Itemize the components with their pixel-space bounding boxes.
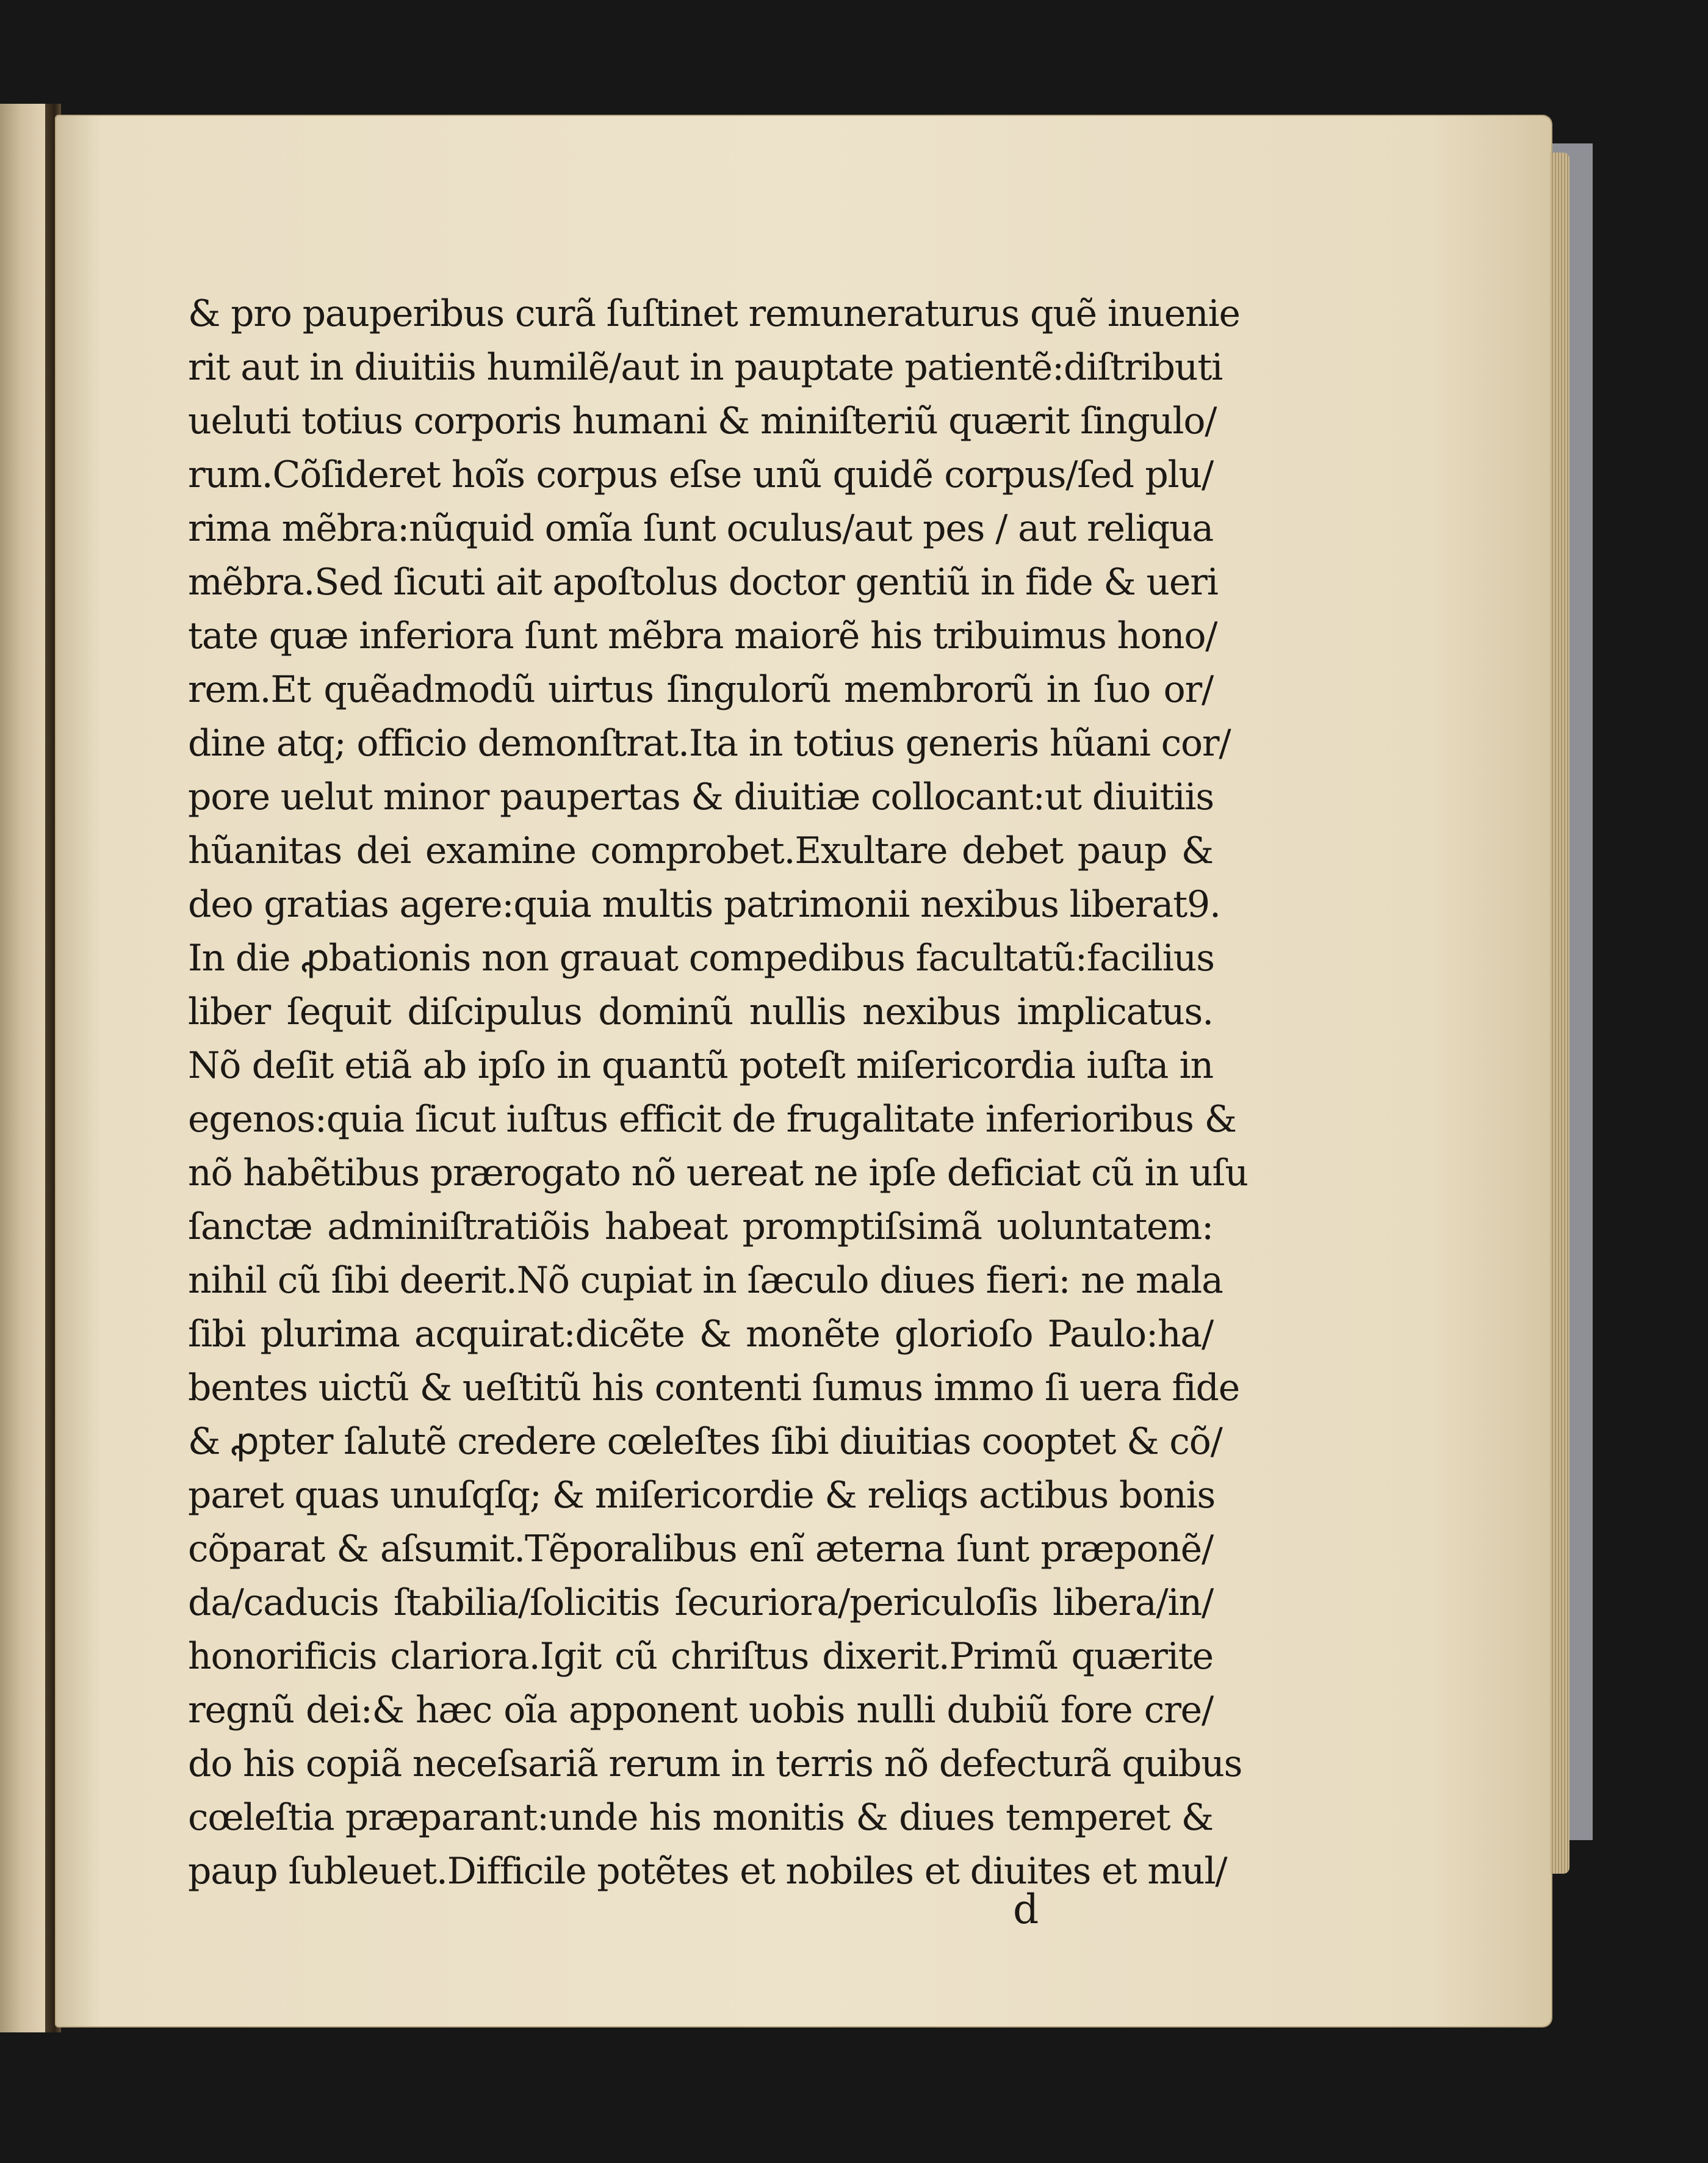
text-line: do his copiã neceſsariã rerum in terris nõ defecturã quibus bbox=[188, 1742, 1242, 1785]
text-line: & pro pauperibus curã ſuſtinet remuneraturus quẽ inuenie bbox=[188, 292, 1240, 335]
text-line: tate quæ inferiora ſunt mẽbra maiorẽ his tribuimus hono/ bbox=[188, 615, 1217, 657]
text-line: da/caducis ſtabilia/ſolicitis ſecuriora/periculoſis libera/in/ bbox=[188, 1581, 1213, 1624]
text-line: egenos:quia ſicut iuſtus efficit de frugalitate inferioribus & bbox=[188, 1098, 1236, 1141]
text-line: paup ſubleuet.Difficile potẽtes et nobiles et diuites et mul/ bbox=[188, 1850, 1227, 1893]
page-fore-edge bbox=[1550, 153, 1569, 1874]
text-line: pore uelut minor paupertas & diuitiæ collocant:ut diuitiis bbox=[188, 776, 1214, 818]
text-line: rit aut in diuitiis humilẽ/aut in pauptate patientẽ:diſtributi bbox=[188, 346, 1223, 389]
signature-mark: d bbox=[1013, 1886, 1039, 1933]
text-line: paret quas unuſqſq; & miſericordie & reliqs actibus bonis bbox=[188, 1474, 1216, 1517]
text-line: honorificis clariora.Igit cũ chriſtus dixerit.Primũ quærite bbox=[188, 1635, 1213, 1678]
text-line: nihil cũ ſibi deerit.Nõ cupiat in ſæculo diues fieri: ne mala bbox=[188, 1259, 1223, 1302]
text-line: & ꝓpter ſalutẽ credere cœleſtes ſibi diuitias cooptet & cõ/ bbox=[188, 1420, 1222, 1463]
text-line: mẽbra.Sed ſicuti ait apoſtolus doctor gentiũ in fide & ueri bbox=[188, 561, 1218, 604]
text-line: cõparat & aſsumit.Tẽporalibus enĩ æterna ſunt præponẽ/ bbox=[188, 1528, 1213, 1570]
text-line: liber ſequit diſcipulus dominũ nullis nexibus implicatus. bbox=[188, 991, 1213, 1033]
text-line: dine atq; officio demonſtrat.Ita in totius generis hũani cor/ bbox=[188, 722, 1231, 765]
text-line: ſanctæ adminiſtratiõis habeat promptiſsimã uoluntatem: bbox=[188, 1205, 1213, 1248]
text-line: In die ꝓbationis non grauat compedibus facultatũ:facilius bbox=[188, 937, 1214, 980]
text-line: ueluti totius corporis humani & miniſteriũ quærit ſingulo/ bbox=[188, 400, 1217, 442]
printed-text-block bbox=[188, 287, 1248, 1898]
text-line: rima mẽbra:nũquid omĩa ſunt oculus/aut pes / aut reliqua bbox=[188, 507, 1213, 550]
text-line: rem.Et quẽadmodũ uirtus ſingulorũ membrorũ in ſuo or/ bbox=[188, 668, 1213, 711]
text-line: nõ habẽtibus prærogato nõ uereat ne ipſe deficiat cũ in uſu bbox=[188, 1152, 1248, 1194]
text-line: cœleſtia præparant:unde his monitis & diues temperet & bbox=[188, 1796, 1213, 1839]
text-line: bentes uictũ & ueſtitũ his contenti ſumus immo ſi uera fide bbox=[188, 1367, 1240, 1409]
text-line: Nõ deſit etiã ab ipſo in quantũ poteſt miſericordia iuſta in bbox=[188, 1044, 1213, 1087]
text-line: deo gratias agere:quia multis patrimonii nexibus liberat9. bbox=[188, 883, 1220, 926]
text-line: rum.Cõſideret hoĩs corpus eſse unũ quidẽ corpus/ſed plu/ bbox=[188, 453, 1213, 496]
text-line: ſibi plurima acquirat:dicẽte & monẽte glorioſo Paulo:ha/ bbox=[188, 1313, 1213, 1356]
text-line: hũanitas dei examine comprobet.Exultare debet paup & bbox=[188, 829, 1213, 872]
text-line: regnũ dei:& hæc oĩa apponent uobis nulli dubiũ fore cre/ bbox=[188, 1689, 1213, 1731]
